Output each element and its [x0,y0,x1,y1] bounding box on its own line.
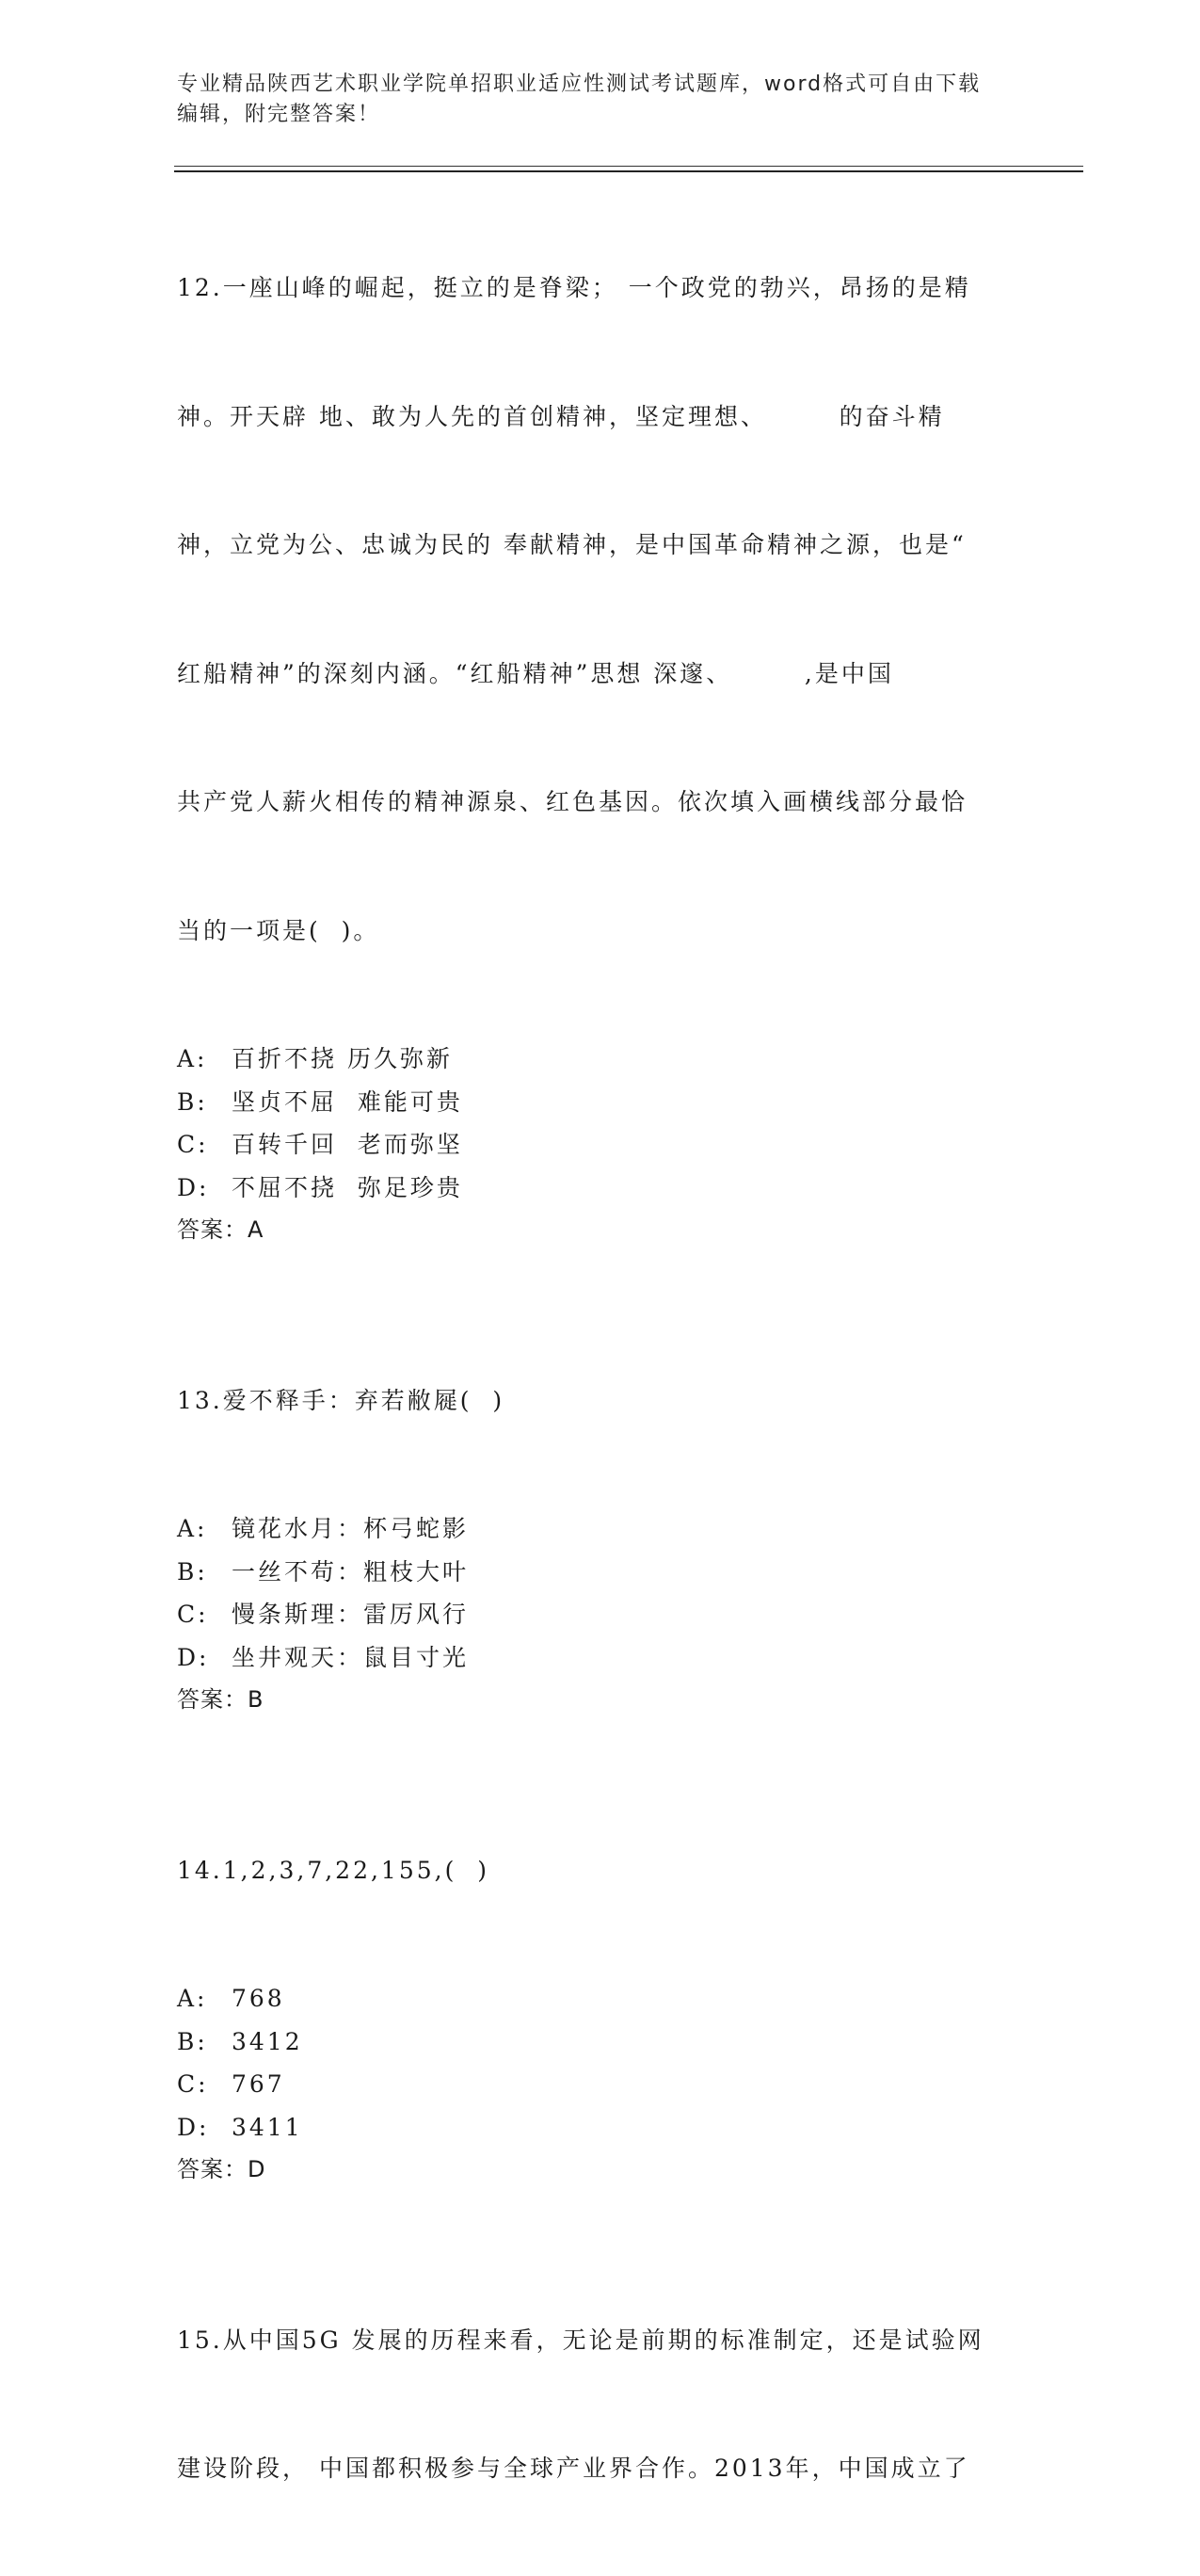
option-d [177,1167,1015,1210]
option-d [177,2106,1015,2149]
question-13 [177,1294,1015,1722]
answer-line: 答案：B [177,1686,264,1713]
question-stem [177,1294,1015,1508]
option-key: B: [177,1557,208,1586]
option-key: C: [177,1131,209,1158]
header-divider-thin [174,166,1083,167]
option-a [177,1507,1015,1551]
option-key: C: [177,2070,209,2098]
option-text: 百折不挠 历久弥新 [232,1045,453,1072]
option-key: D: [177,1643,210,1671]
option-text: 3411 [232,2113,303,2141]
header-line-1: 专业精品陕西艺术职业学院单招职业适应性测试考试题库，word格式可自由下载 [177,72,982,96]
stem-line: 当的一项是( )。 [177,916,380,944]
option-key: B: [177,1087,208,1116]
option-text: 768 [232,1985,285,2012]
option-key: D: [177,1173,210,1201]
question-stem [177,2233,1015,2576]
option-key: B: [177,2027,208,2055]
option-b [177,1551,1015,1594]
option-key: A: [177,1045,208,1072]
stem-line: 14.1,2,3,7,22,155,( ) [177,1856,489,1884]
question-12 [177,181,1015,1252]
option-b [177,1081,1015,1124]
question-14 [177,1763,1015,2192]
option-text: 3412 [232,2027,303,2055]
stem-line: 共产党人薪火相传的精神源泉、红色基因。依次填入画横线部分最恰 [177,788,968,815]
question-stem [177,1763,1015,1978]
spacer [177,1252,1015,1294]
header-divider-thick [174,170,1083,172]
spacer [177,2192,1015,2233]
option-d [177,1636,1015,1680]
stem-line: 15.从中国5G 发展的历程来看，无论是前期的标准制定，还是试验网 [177,2326,984,2354]
option-key: C: [177,1601,209,1628]
document-header [177,70,1024,130]
option-text: 镜花水月：杯弓蛇影 [232,1515,470,1542]
option-text: 百转千回 老而弥坚 [232,1131,463,1158]
answer-line: 答案：D [177,2156,266,2182]
option-c [177,1593,1015,1636]
question-stem [177,181,1015,1038]
stem-line: 神。开天辟 地、敢为人先的首创精神，坚定理想、 的奋斗精 [177,402,945,430]
stem-line: 12.一座山峰的崛起，挺立的是脊梁； 一个政党的勃兴，昂扬的是精 [177,274,971,301]
option-a [177,1038,1015,1081]
option-text: 坐井观天：鼠目寸光 [232,1643,470,1671]
stem-line: 神，立党为公、忠诚为民的 奉献精神，是中国革命精神之源，也是“ [177,531,967,558]
option-text: 坚贞不屈 难能可贵 [232,1087,463,1116]
stem-line: 13.爱不释手：弃若敝屣( ) [177,1386,505,1414]
stem-line: 建设阶段， 中国都积极参与全球产业界合作。2013年，中国成立了 [177,2455,970,2482]
option-key: D: [177,2113,210,2141]
question-15 [177,2233,1015,2576]
question-list [177,181,1015,2576]
option-text: 一丝不苟：粗枝大叶 [232,1557,470,1586]
option-key: A: [177,1985,208,2012]
spacer [177,1722,1015,1763]
option-text: 767 [232,2070,285,2098]
answer-line: 答案：A [177,1216,264,1243]
option-b [177,2021,1015,2064]
option-a [177,1977,1015,2021]
option-key: A: [177,1515,208,1542]
header-line-2: 编辑，附完整答案！ [177,103,381,126]
option-text: 慢条斯理：雷厉风行 [232,1601,470,1628]
stem-line: 红船精神”的深刻内涵。“红船精神”思想 深邃、 ,是中国 [177,659,894,687]
option-c [177,1123,1015,1167]
option-c [177,2063,1015,2106]
option-text: 不屈不挠 弥足珍贵 [232,1173,463,1201]
